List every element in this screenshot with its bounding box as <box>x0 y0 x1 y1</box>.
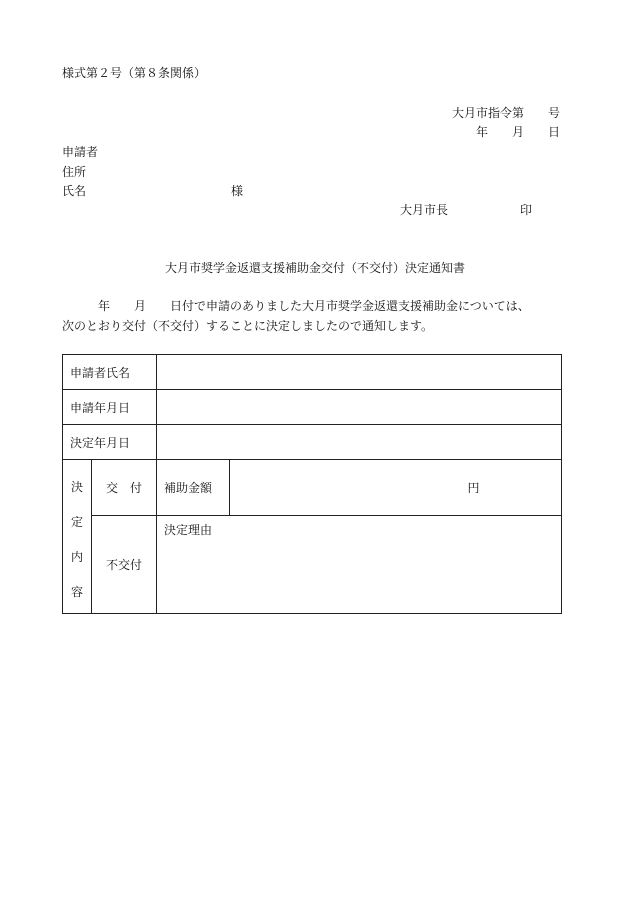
applicant-heading: 申請者 <box>62 145 99 159</box>
decision-table <box>62 354 562 614</box>
address-label: 住所 <box>62 165 87 179</box>
table-row-application-date <box>63 390 562 425</box>
decision-date-value <box>157 425 562 460</box>
grant-label: 交 付 <box>92 460 157 516</box>
yen-label: 円 <box>467 481 480 495</box>
name-label: 氏名 <box>62 184 87 198</box>
decision-char-4: 容 <box>70 584 83 599</box>
grant-amount-value <box>230 460 562 516</box>
reference-number: 大月市指令第 号 <box>452 106 561 120</box>
applicant-name-label: 申請者氏名 <box>63 355 157 390</box>
honorific-sama: 様 <box>231 184 244 198</box>
table-row-non-grant <box>63 516 562 614</box>
application-date-label: 申請年月日 <box>63 390 157 425</box>
body-text-line-2: 次のとおり交付（不交付）することに決定しましたので通知します。 <box>62 319 434 333</box>
table-row-decision-date <box>63 425 562 460</box>
table-row-applicant-name <box>63 355 562 390</box>
body-text-line-1: 年 月 日付で申請のありました大月市奨学金返還支援補助金については、 <box>62 299 530 313</box>
grant-amount-label: 補助金額 <box>157 460 230 516</box>
issue-date: 年 月 日 <box>476 125 561 139</box>
decision-char-2: 定 <box>70 514 83 529</box>
decision-char-3: 内 <box>70 549 83 564</box>
decision-content-label <box>63 460 92 614</box>
decision-char-1: 決 <box>70 479 83 494</box>
non-grant-label: 不交付 <box>92 516 157 614</box>
table-row-grant <box>63 460 562 516</box>
applicant-name-value <box>157 355 562 390</box>
document-title: 大月市奨学金返還支援補助金交付（不交付）決定通知書 <box>164 261 465 275</box>
form-number: 様式第２号（第８条関係） <box>62 66 207 80</box>
application-date-value <box>157 390 562 425</box>
decision-date-label: 決定年月日 <box>63 425 157 460</box>
mayor-signature-line: 大月市長 印 <box>400 203 533 217</box>
decision-reason-label: 決定理由 <box>164 523 213 537</box>
decision-reason-cell <box>157 516 562 614</box>
